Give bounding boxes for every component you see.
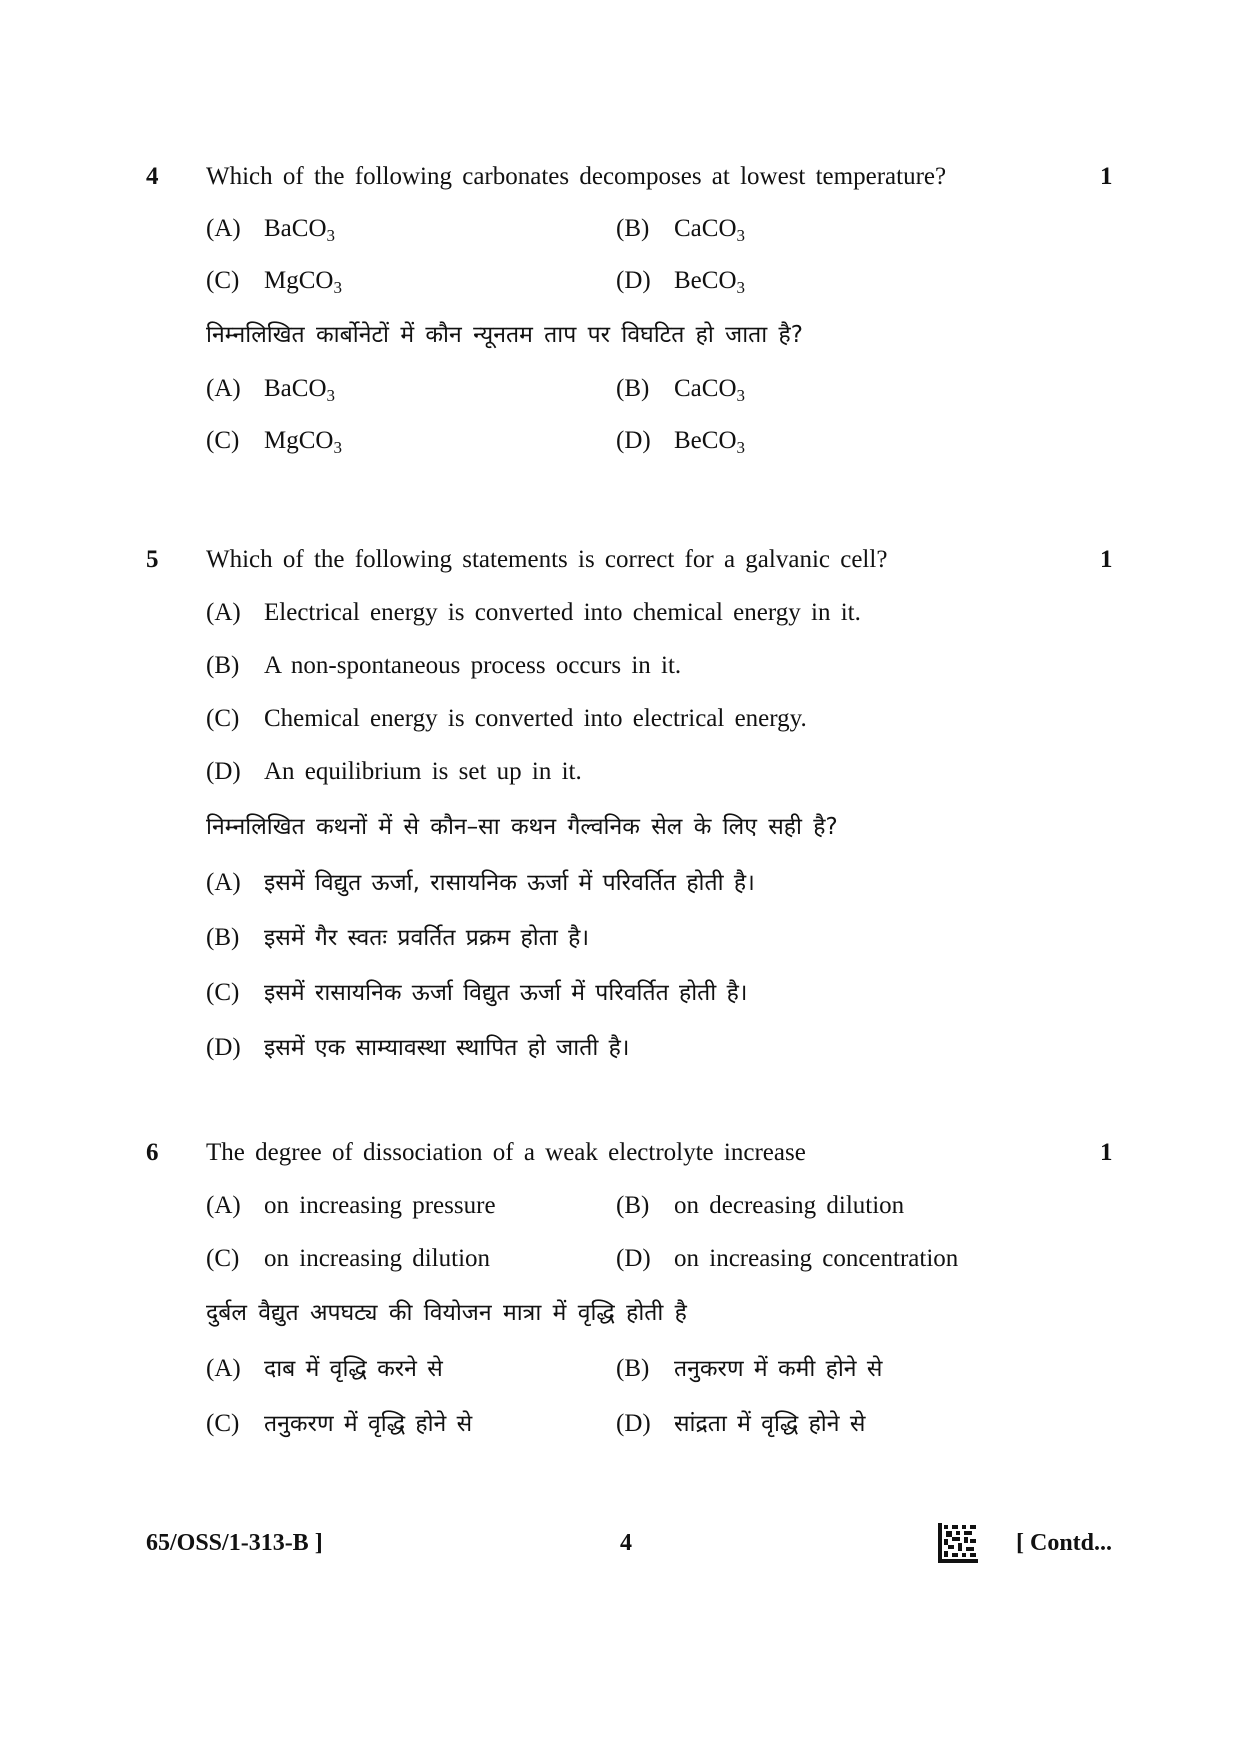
question-marks: 1	[1100, 1139, 1113, 1166]
question-text-hindi: निम्नलिखित कार्बोनेटों में कौन न्यूनतम ताप पर विघटित हो जाता है?	[206, 322, 803, 348]
option-a: (A) BaCO$_3$	[206, 215, 335, 245]
question-marks: 1	[1100, 546, 1113, 573]
question-number: 4	[146, 163, 159, 190]
option-b: (B) CaCO$_3$	[616, 215, 745, 245]
option-a-hindi: (A) दाब में वृद्धि करने से	[206, 1355, 443, 1382]
question-number: 6	[146, 1139, 159, 1166]
question-text: The degree of dissociation of a weak electrolyte increase	[206, 1139, 806, 1166]
option-c: (C) on increasing dilution	[206, 1245, 491, 1272]
qr-code-icon	[938, 1523, 978, 1563]
option-b-hindi: (B) इसमें गैर स्वतः प्रवर्तित प्रक्रम होता है।	[206, 924, 590, 951]
option-d: (D) An equilibrium is set up in it.	[206, 758, 582, 785]
paper-code: 65/OSS/1-313-B ]	[146, 1530, 323, 1556]
option-c-hindi: (C) MgCO$_3$	[206, 427, 342, 457]
option-b-hindi: (B) CaCO$_3$	[616, 375, 745, 405]
question-number: 5	[146, 546, 159, 573]
question-text: Which of the following carbonates decomposes at lowest temperature?	[206, 163, 947, 190]
option-a-hindi: (A) इसमें विद्युत ऊर्जा, रासायनिक ऊर्जा में परिवर्तित होती है।	[206, 869, 755, 896]
option-c-hindi: (C) इसमें रासायनिक ऊर्जा विद्युत ऊर्जा में परिवर्तित होती है।	[206, 979, 748, 1006]
option-b: (B) on decreasing dilution	[616, 1192, 905, 1219]
option-d: (D) BeCO$_3$	[616, 267, 745, 297]
option-b: (B) A non-spontaneous process occurs in it.	[206, 652, 682, 679]
question-text-hindi: निम्नलिखित कथनों में से कौन–सा कथन गैल्वनिक सेल के लिए सही है?	[206, 814, 838, 840]
option-b-hindi: (B) तनुकरण में कमी होने से	[616, 1355, 883, 1382]
option-a-hindi: (A) BaCO$_3$	[206, 375, 335, 405]
question-marks: 1	[1100, 163, 1113, 190]
option-c: (C) MgCO$_3$	[206, 267, 342, 297]
continued-label: [ Contd...	[1016, 1530, 1113, 1556]
option-a: (A) on increasing pressure	[206, 1192, 496, 1219]
option-d: (D) on increasing concentration	[616, 1245, 959, 1272]
option-c-hindi: (C) तनुकरण में वृद्धि होने से	[206, 1410, 473, 1437]
option-d-hindi: (D) BeCO$_3$	[616, 427, 745, 457]
page-number: 4	[620, 1530, 632, 1556]
option-d-hindi: (D) इसमें एक साम्यावस्था स्थापित हो जाती है।	[206, 1034, 630, 1061]
question-text-hindi: दुर्बल वैद्युत अपघट्य की वियोजन मात्रा में वृद्धि होती है	[206, 1300, 687, 1326]
question-text: Which of the following statements is correct for a galvanic cell?	[206, 546, 888, 573]
option-a: (A) Electrical energy is converted into chemical energy in it.	[206, 599, 861, 626]
option-c: (C) Chemical energy is converted into electrical energy.	[206, 705, 807, 732]
option-d-hindi: (D) सांद्रता में वृद्धि होने से	[616, 1410, 866, 1437]
